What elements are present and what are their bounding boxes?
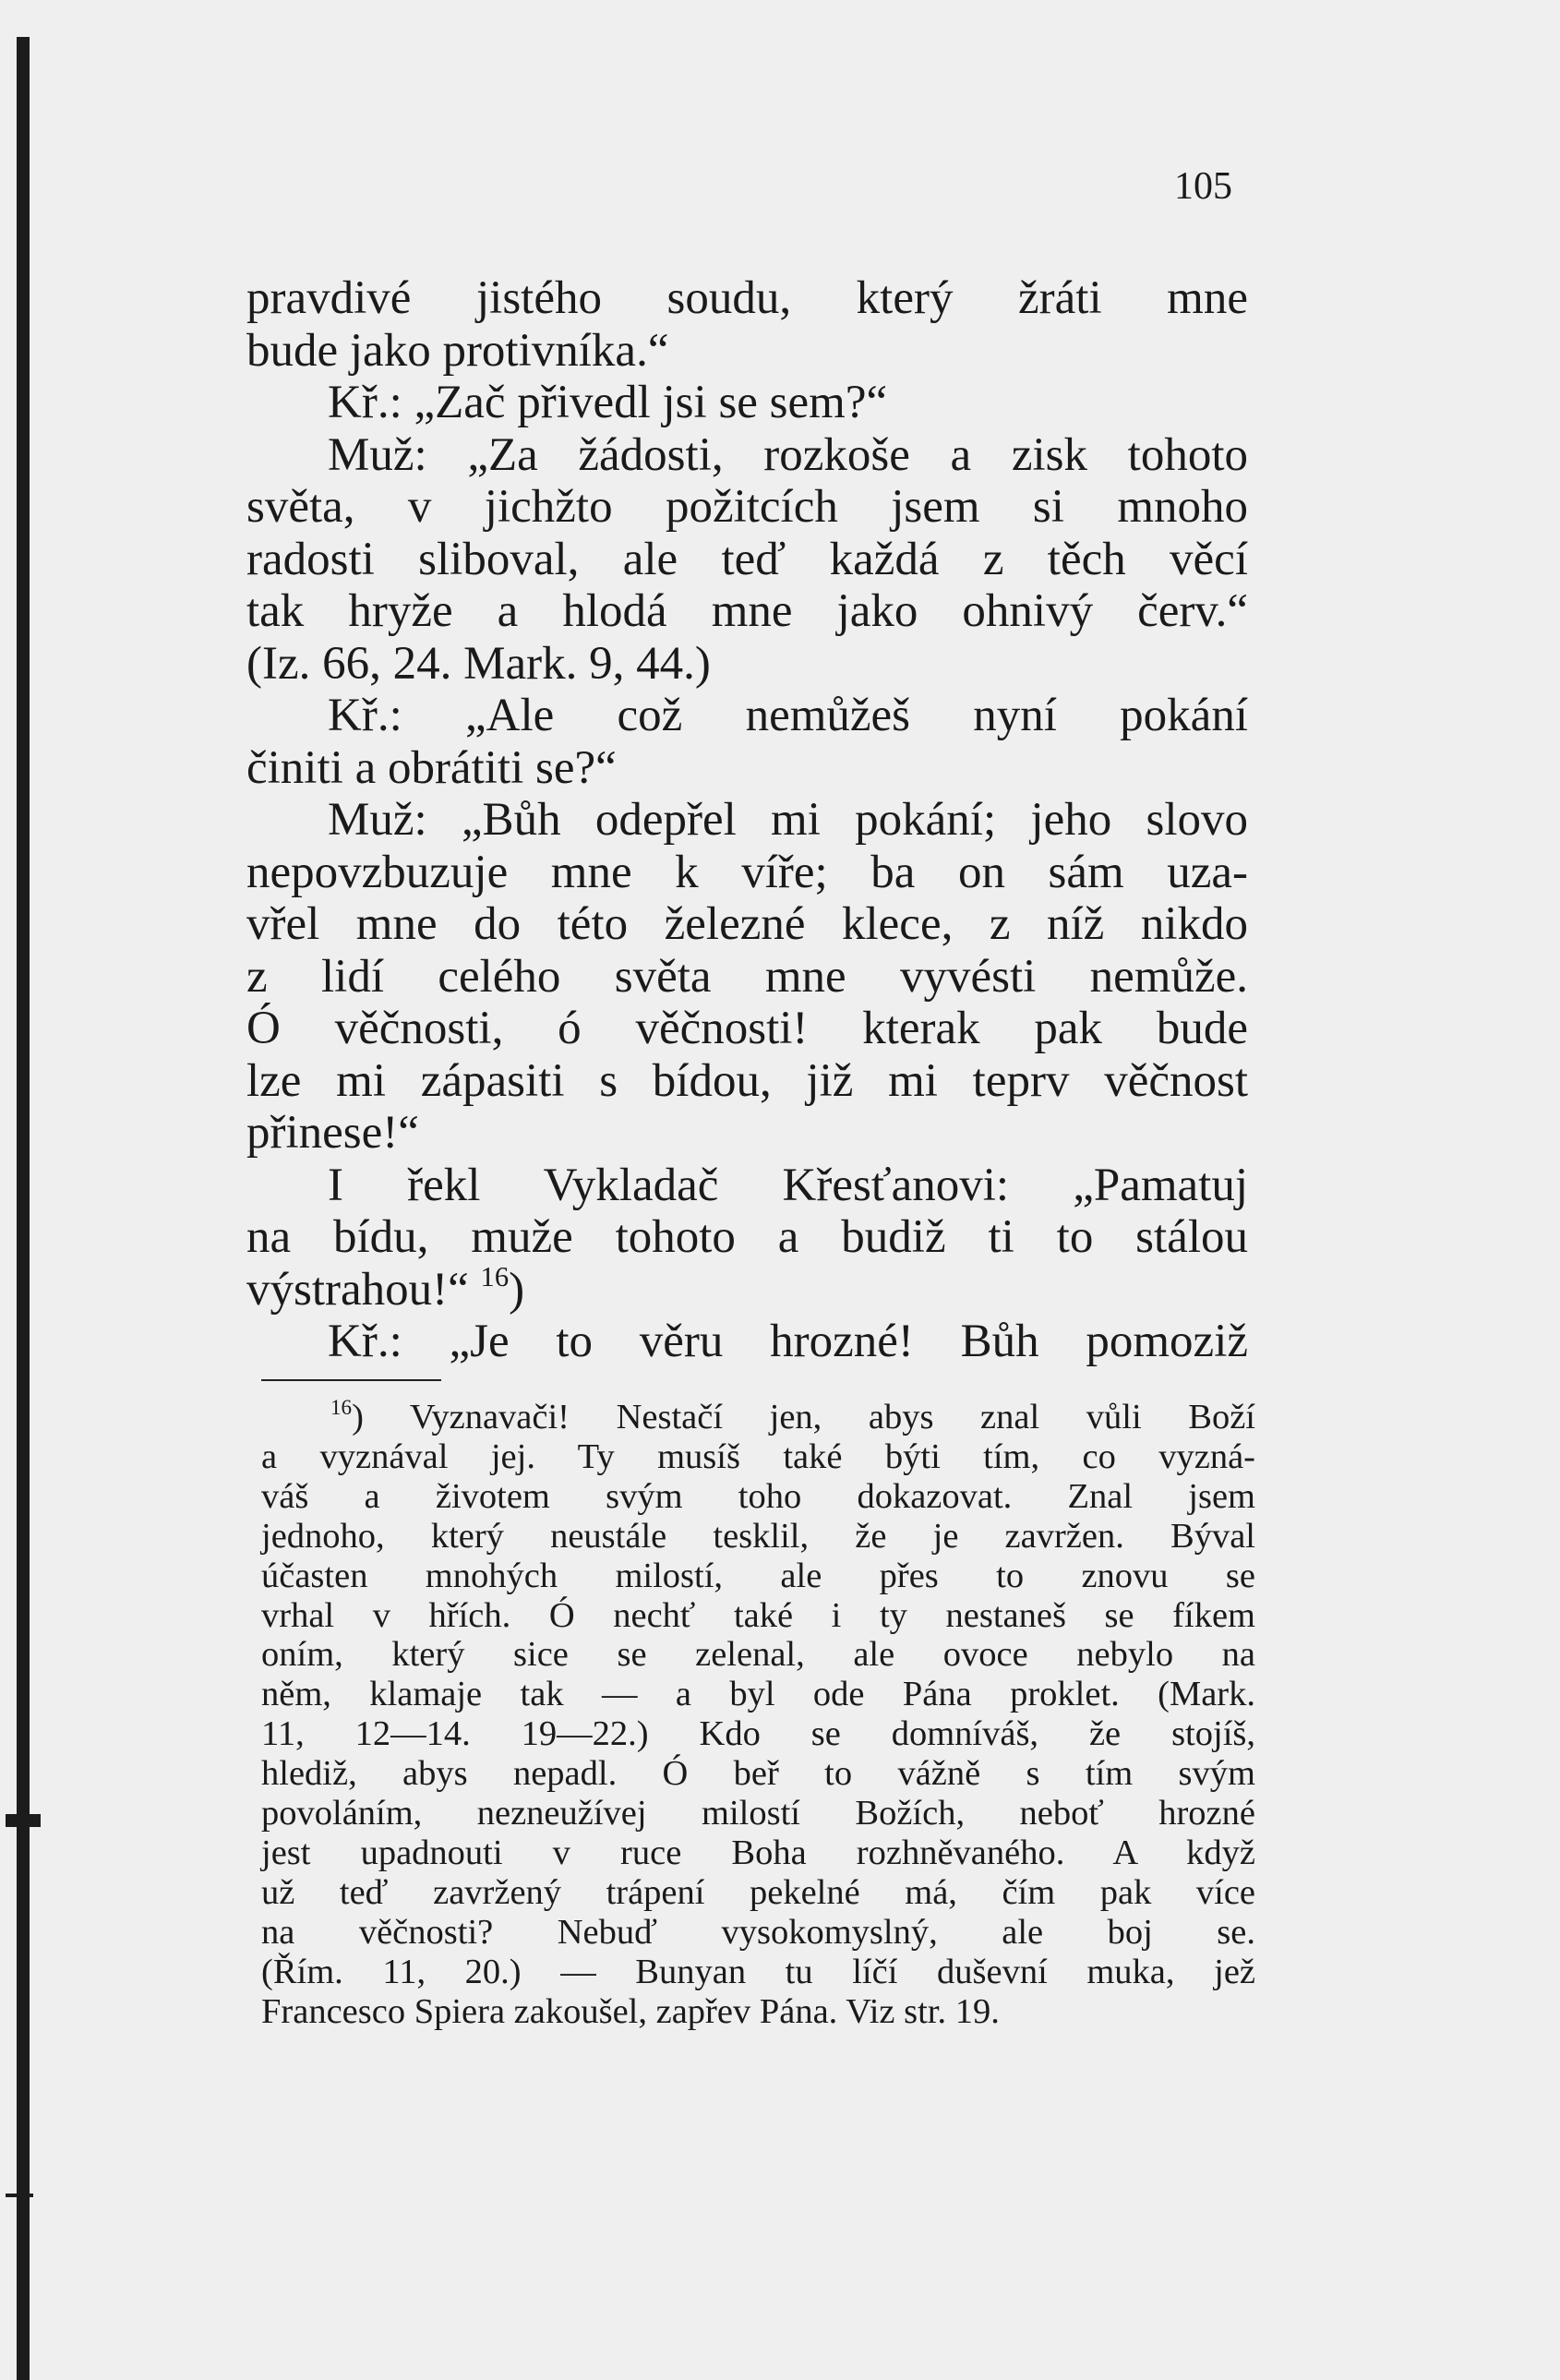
text-line: na bídu, muže tohoto a budiž ti to stálou [246,1211,1248,1263]
footnote-line [261,1395,1255,1437]
text-line: přinese!“ [246,1107,419,1159]
binding-notch [6,2194,33,2197]
text-line: pravdivé jistého soudu, který žráti mne [246,272,1248,324]
footnote-line: jest upadnouti v ruce Boha rozhněvaného. A když [261,1833,1255,1872]
footnote-line: (Řím. 11, 20.) — Bunyan tu líčí duševní muka, jež [261,1952,1255,1991]
text-line: výstrahou!“ [246,1263,469,1316]
footnote-line: jednoho, který neustále tesklil, že je zavržen. Býval [261,1516,1255,1556]
footnote [261,1395,1255,2032]
text-line: nepovzbuzuje mne k víře; ba on sám uza- [246,846,1248,898]
footnote-line: Francesco Spiera zakoušel, zapřev Pána. Viz str. 19. [261,1991,1000,2031]
footnote-line: hlediž, abys nepadl. Ó beř to vážně s tím svým [261,1754,1255,1794]
binding-notch [6,1814,41,1827]
binding-edge [17,37,30,2380]
text-line: činiti a obrátiti se?“ [246,741,617,794]
text-line: Kř.: „Ale což nemůžeš nyní pokání [328,690,1248,741]
text-line: Muž: „Bůh odepřel mi pokání; jeho slovo [328,794,1248,846]
text-line: tak hryže a hlodá mne jako ohnivý červ.“ [246,585,1248,637]
footnote-marker: 16 [330,1395,353,1419]
footnote-line: povoláním, nezneužívej milostí Božích, neboť hrozné [261,1794,1255,1833]
footnote-line: vrhal v hřích. Ó nechť také i ty nestaneš se fíkem [261,1595,1255,1635]
footnote-separator [261,1379,441,1381]
text-line: bude jako protivníka.“ [246,324,669,377]
main-text [246,272,1248,1368]
footnote-line: oním, který sice se zelenal, ale ovoce nebylo na [261,1635,1255,1675]
footnote-line: na věčnosti? Nebuď vysokomyslný, ale boj se. [261,1912,1255,1952]
footnote-reference: 16 [480,1260,510,1292]
footnote-line: něm, klamaje tak — a byl ode Pána proklet. (Mark. [261,1675,1255,1714]
footnote-text: ) Vyznavači! Nestačí jen, abys znal vůli Boží [352,1398,1255,1436]
text-line: Ó věčnosti, ó věčnosti! kterak pak bude [246,1003,1248,1054]
footnote-line: účasten mnohých milostí, ale přes to znovu se [261,1556,1255,1595]
footnote-line: váš a životem svým toho dokazovat. Znal jsem [261,1476,1255,1516]
text-line: z lidí celého světa mne vyvésti nemůže. [246,950,1248,1003]
footnote-line: 11, 12—14. 19—22.) Kdo se domníváš, že stojíš, [261,1714,1255,1754]
text-line: Muž: „Za žádosti, rozkoše a zisk tohoto [328,428,1248,481]
text-line: radosti sliboval, ale teď každá z těch věcí [246,533,1248,585]
footnote-line: už teď zavržený trápení pekelné má, čím pak více [261,1872,1255,1912]
text-line: Kř.: „Zač přivedl jsi se sem?“ [328,377,888,428]
text-line: I řekl Vykladač Křesťanovi: „Pamatuj [328,1159,1248,1211]
page-number: 105 [1174,165,1232,208]
text-line: (Iz. 66, 24. Mark. 9, 44.) [246,637,711,690]
text-line: vřel mne do této železné klece, z níž nikdo [246,898,1248,950]
text-line: Kř.: „Je to věru hrozné! Bůh pomoziž [328,1316,1248,1367]
text-line: lze mi zápasiti s bídou, již mi teprv věčnost [246,1054,1248,1107]
text-line: světa, v jichžto požitcích jsem si mnoho [246,481,1248,533]
footnote-reference-line: výstrahou!“ $^{16}$) [246,1260,525,1316]
footnote-line: a vyznával jej. Ty musíš také býti tím, co vyzná- [261,1436,1255,1476]
